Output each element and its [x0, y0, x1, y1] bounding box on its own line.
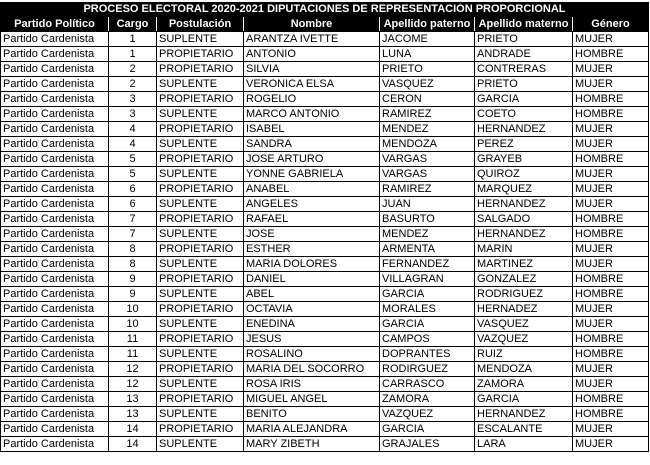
cell-nombre: MARCO ANTONIO [244, 107, 380, 122]
cell-nombre: ENEDINA [244, 317, 380, 332]
cell-apellido-paterno: CAMPOS [380, 332, 475, 347]
cell-genero: MUJER [573, 182, 649, 197]
column-header-genero: Género [573, 17, 649, 32]
cell-apellido-paterno: VARGAS [380, 152, 475, 167]
cell-postulacion: PROPIETARIO [157, 332, 244, 347]
cell-postulacion: PROPIETARIO [157, 242, 244, 257]
table-row [1, 332, 649, 347]
cell-nombre: MARIA DEL SOCORRO [244, 362, 380, 377]
cell-apellido-materno: MARQUEZ [475, 182, 573, 197]
cell-apellido-materno: HERNANDEZ [475, 407, 573, 422]
cell-apellido-materno: PRIETO [475, 32, 573, 47]
table-row [1, 242, 649, 257]
cell-apellido-paterno: GARCIA [380, 422, 475, 437]
cell-nombre: MARIA DOLORES [244, 257, 380, 272]
cell-nombre: JOSE ARTURO [244, 152, 380, 167]
cell-cargo: 12 [109, 362, 157, 377]
cell-postulacion: SUPLENTE [157, 287, 244, 302]
cell-genero: MUJER [573, 257, 649, 272]
cell-genero: MUJER [573, 32, 649, 47]
cell-genero: HOMBRE [573, 107, 649, 122]
cell-nombre: JOSE [244, 227, 380, 242]
column-header-apellido-materno: Apellido materno [475, 17, 573, 32]
cell-partido: Partido Cardenista [1, 257, 109, 272]
cell-cargo: 5 [109, 167, 157, 182]
table-row [1, 122, 649, 137]
cell-apellido-paterno: PRIETO [380, 62, 475, 77]
cell-postulacion: SUPLENTE [157, 317, 244, 332]
cell-apellido-materno: ESCALANTE [475, 422, 573, 437]
cell-partido: Partido Cardenista [1, 122, 109, 137]
cell-genero: HOMBRE [573, 332, 649, 347]
cell-cargo: 2 [109, 77, 157, 92]
cell-apellido-paterno: LUNA [380, 47, 475, 62]
table-row [1, 227, 649, 242]
cell-cargo: 1 [109, 47, 157, 62]
cell-cargo: 12 [109, 377, 157, 392]
cell-nombre: ARANTZA IVETTE [244, 32, 380, 47]
cell-postulacion: PROPIETARIO [157, 272, 244, 287]
cell-nombre: DANIEL [244, 272, 380, 287]
cell-apellido-paterno: VILLAGRAN [380, 272, 475, 287]
cell-partido: Partido Cardenista [1, 92, 109, 107]
cell-nombre: MIGUEL ANGEL [244, 392, 380, 407]
table-row [1, 197, 649, 212]
cell-apellido-paterno: FERNANDEZ [380, 257, 475, 272]
cell-partido: Partido Cardenista [1, 347, 109, 362]
cell-cargo: 6 [109, 182, 157, 197]
cell-cargo: 6 [109, 197, 157, 212]
cell-cargo: 14 [109, 437, 157, 452]
column-header-cargo: Cargo [109, 17, 157, 32]
table-row [1, 47, 649, 62]
cell-genero: MUJER [573, 242, 649, 257]
candidates-document [0, 2, 648, 452]
cell-apellido-materno: VAZQUEZ [475, 332, 573, 347]
cell-genero: MUJER [573, 167, 649, 182]
table-row [1, 212, 649, 227]
cell-partido: Partido Cardenista [1, 422, 109, 437]
cell-partido: Partido Cardenista [1, 197, 109, 212]
cell-apellido-paterno: GARCIA [380, 287, 475, 302]
cell-postulacion: PROPIETARIO [157, 122, 244, 137]
cell-cargo: 11 [109, 332, 157, 347]
cell-apellido-materno: HERNANDEZ [475, 122, 573, 137]
table-row [1, 287, 649, 302]
cell-partido: Partido Cardenista [1, 242, 109, 257]
cell-cargo: 10 [109, 317, 157, 332]
cell-partido: Partido Cardenista [1, 272, 109, 287]
cell-nombre: MARY ZIBETH [244, 437, 380, 452]
cell-partido: Partido Cardenista [1, 332, 109, 347]
cell-partido: Partido Cardenista [1, 302, 109, 317]
cell-partido: Partido Cardenista [1, 152, 109, 167]
table-row [1, 107, 649, 122]
cell-cargo: 14 [109, 422, 157, 437]
table-row [1, 302, 649, 317]
cell-apellido-paterno: CARRASCO [380, 377, 475, 392]
cell-postulacion: SUPLENTE [157, 347, 244, 362]
cell-nombre: ESTHER [244, 242, 380, 257]
cell-postulacion: PROPIETARIO [157, 92, 244, 107]
cell-genero: MUJER [573, 377, 649, 392]
cell-apellido-materno: GRAYEB [475, 152, 573, 167]
table-body [1, 32, 649, 452]
cell-cargo: 8 [109, 257, 157, 272]
cell-apellido-materno: ANDRADE [475, 47, 573, 62]
cell-partido: Partido Cardenista [1, 182, 109, 197]
cell-apellido-materno: RODRIGUEZ [475, 287, 573, 302]
cell-apellido-paterno: VASQUEZ [380, 77, 475, 92]
table-row [1, 422, 649, 437]
cell-nombre: ROSALINO [244, 347, 380, 362]
cell-apellido-materno: QUIROZ [475, 167, 573, 182]
cell-apellido-materno: PRIETO [475, 77, 573, 92]
cell-partido: Partido Cardenista [1, 392, 109, 407]
cell-partido: Partido Cardenista [1, 212, 109, 227]
cell-apellido-materno: COETO [475, 107, 573, 122]
cell-apellido-paterno: BASURTO [380, 212, 475, 227]
cell-genero: HOMBRE [573, 347, 649, 362]
cell-postulacion: SUPLENTE [157, 437, 244, 452]
cell-apellido-paterno: VAZQUEZ [380, 407, 475, 422]
cell-nombre: ANABEL [244, 182, 380, 197]
cell-apellido-materno: CONTRERAS [475, 62, 573, 77]
cell-apellido-paterno: CERON [380, 92, 475, 107]
cell-nombre: SILVIA [244, 62, 380, 77]
cell-genero: MUJER [573, 197, 649, 212]
cell-apellido-materno: VASQUEZ [475, 317, 573, 332]
table-row [1, 182, 649, 197]
cell-cargo: 9 [109, 287, 157, 302]
table-row [1, 62, 649, 77]
column-header-postulacion: Postulación [157, 17, 244, 32]
cell-genero: HOMBRE [573, 212, 649, 227]
table-row [1, 167, 649, 182]
cell-nombre: VERONICA ELSA [244, 77, 380, 92]
table-row [1, 32, 649, 47]
cell-partido: Partido Cardenista [1, 167, 109, 182]
cell-apellido-materno: HERNADEZ [475, 302, 573, 317]
cell-apellido-materno: GARCIA [475, 392, 573, 407]
cell-partido: Partido Cardenista [1, 407, 109, 422]
cell-genero: HOMBRE [573, 407, 649, 422]
cell-apellido-materno: MARTINEZ [475, 257, 573, 272]
cell-apellido-paterno: ZAMORA [380, 392, 475, 407]
cell-partido: Partido Cardenista [1, 47, 109, 62]
cell-apellido-paterno: GARCIA [380, 317, 475, 332]
cell-postulacion: PROPIETARIO [157, 152, 244, 167]
cell-apellido-paterno: MENDEZ [380, 122, 475, 137]
cell-cargo: 2 [109, 62, 157, 77]
cell-apellido-materno: GONZALEZ [475, 272, 573, 287]
table-title-row [1, 3, 649, 17]
cell-nombre: ROGELIO [244, 92, 380, 107]
cell-apellido-paterno: MENDEZ [380, 227, 475, 242]
cell-genero: MUJER [573, 137, 649, 152]
table-row [1, 362, 649, 377]
cell-postulacion: SUPLENTE [157, 32, 244, 47]
cell-postulacion: SUPLENTE [157, 107, 244, 122]
cell-genero: MUJER [573, 77, 649, 92]
table-row [1, 392, 649, 407]
cell-partido: Partido Cardenista [1, 32, 109, 47]
cell-partido: Partido Cardenista [1, 317, 109, 332]
cell-cargo: 3 [109, 92, 157, 107]
cell-cargo: 13 [109, 392, 157, 407]
table-row [1, 407, 649, 422]
cell-postulacion: PROPIETARIO [157, 362, 244, 377]
table-header-row [1, 17, 649, 32]
table-row [1, 257, 649, 272]
cell-apellido-materno: SALGADO [475, 212, 573, 227]
cell-apellido-materno: RUIZ [475, 347, 573, 362]
cell-apellido-paterno: JUAN [380, 197, 475, 212]
cell-partido: Partido Cardenista [1, 107, 109, 122]
table-row [1, 317, 649, 332]
cell-cargo: 5 [109, 152, 157, 167]
cell-genero: HOMBRE [573, 92, 649, 107]
cell-postulacion: PROPIETARIO [157, 47, 244, 62]
cell-postulacion: SUPLENTE [157, 227, 244, 242]
cell-cargo: 3 [109, 107, 157, 122]
cell-genero: MUJER [573, 62, 649, 77]
cell-apellido-paterno: DOPRANTES [380, 347, 475, 362]
cell-nombre: ANTONIO [244, 47, 380, 62]
cell-postulacion: SUPLENTE [157, 197, 244, 212]
column-header-partido: Partido Político [1, 17, 109, 32]
cell-postulacion: SUPLENTE [157, 407, 244, 422]
table-row [1, 137, 649, 152]
cell-postulacion: SUPLENTE [157, 257, 244, 272]
cell-partido: Partido Cardenista [1, 227, 109, 242]
cell-partido: Partido Cardenista [1, 362, 109, 377]
cell-genero: MUJER [573, 437, 649, 452]
cell-apellido-materno: MARIN [475, 242, 573, 257]
cell-postulacion: SUPLENTE [157, 77, 244, 92]
cell-nombre: MARIA ALEJANDRA [244, 422, 380, 437]
cell-genero: MUJER [573, 122, 649, 137]
table-row [1, 347, 649, 362]
cell-partido: Partido Cardenista [1, 62, 109, 77]
cell-apellido-materno: LARA [475, 437, 573, 452]
cell-postulacion: SUPLENTE [157, 377, 244, 392]
cell-nombre: ROSA IRIS [244, 377, 380, 392]
cell-genero: HOMBRE [573, 272, 649, 287]
cell-postulacion: PROPIETARIO [157, 62, 244, 77]
cell-apellido-paterno: RODIRGUEZ [380, 362, 475, 377]
cell-nombre: ISABEL [244, 122, 380, 137]
cell-apellido-paterno: MENDOZA [380, 137, 475, 152]
cell-nombre: YONNE GABRIELA [244, 167, 380, 182]
column-header-apellido-paterno: Apellido paterno [380, 17, 475, 32]
cell-apellido-paterno: RAMIREZ [380, 182, 475, 197]
candidates-table [0, 2, 649, 452]
cell-cargo: 4 [109, 122, 157, 137]
cell-cargo: 10 [109, 302, 157, 317]
cell-genero: MUJER [573, 422, 649, 437]
cell-postulacion: PROPIETARIO [157, 422, 244, 437]
cell-nombre: JESUS [244, 332, 380, 347]
cell-partido: Partido Cardenista [1, 377, 109, 392]
cell-postulacion: PROPIETARIO [157, 302, 244, 317]
column-header-nombre: Nombre [244, 17, 380, 32]
cell-genero: MUJER [573, 362, 649, 377]
cell-apellido-materno: HERNANDEZ [475, 227, 573, 242]
cell-genero: HOMBRE [573, 287, 649, 302]
cell-apellido-materno: PEREZ [475, 137, 573, 152]
table-row [1, 437, 649, 452]
cell-apellido-paterno: MORALES [380, 302, 475, 317]
cell-apellido-paterno: VARGAS [380, 167, 475, 182]
cell-nombre: ANGELES [244, 197, 380, 212]
cell-postulacion: PROPIETARIO [157, 182, 244, 197]
cell-partido: Partido Cardenista [1, 437, 109, 452]
cell-postulacion: PROPIETARIO [157, 392, 244, 407]
cell-apellido-materno: GARCIA [475, 92, 573, 107]
cell-postulacion: SUPLENTE [157, 167, 244, 182]
cell-partido: Partido Cardenista [1, 287, 109, 302]
cell-nombre: BENITO [244, 407, 380, 422]
table-title: PROCESO ELECTORAL 2020-2021 DIPUTACIONES DE REPRESENTACIÓN PROPORCIONAL [1, 3, 649, 17]
cell-postulacion: PROPIETARIO [157, 212, 244, 227]
cell-cargo: 11 [109, 347, 157, 362]
cell-cargo: 7 [109, 227, 157, 242]
table-row [1, 77, 649, 92]
cell-cargo: 1 [109, 32, 157, 47]
cell-apellido-paterno: RAMIREZ [380, 107, 475, 122]
cell-apellido-paterno: ARMENTA [380, 242, 475, 257]
cell-apellido-paterno: JACOME [380, 32, 475, 47]
cell-genero: MUJER [573, 302, 649, 317]
cell-apellido-materno: MENDOZA [475, 362, 573, 377]
table-row [1, 92, 649, 107]
cell-partido: Partido Cardenista [1, 77, 109, 92]
cell-genero: HOMBRE [573, 47, 649, 62]
cell-apellido-paterno: GRAJALES [380, 437, 475, 452]
table-row [1, 272, 649, 287]
cell-nombre: ABEL [244, 287, 380, 302]
cell-postulacion: SUPLENTE [157, 137, 244, 152]
cell-cargo: 13 [109, 407, 157, 422]
table-row [1, 377, 649, 392]
cell-genero: HOMBRE [573, 152, 649, 167]
table-row [1, 152, 649, 167]
cell-cargo: 4 [109, 137, 157, 152]
cell-genero: HOMBRE [573, 227, 649, 242]
cell-nombre: OCTAVIA [244, 302, 380, 317]
cell-cargo: 8 [109, 242, 157, 257]
cell-nombre: RAFAEL [244, 212, 380, 227]
cell-apellido-materno: HERNANDEZ [475, 197, 573, 212]
cell-apellido-materno: ZAMORA [475, 377, 573, 392]
cell-cargo: 9 [109, 272, 157, 287]
cell-genero: MUJER [573, 317, 649, 332]
cell-genero: HOMBRE [573, 392, 649, 407]
cell-nombre: SANDRA [244, 137, 380, 152]
cell-cargo: 7 [109, 212, 157, 227]
cell-partido: Partido Cardenista [1, 137, 109, 152]
